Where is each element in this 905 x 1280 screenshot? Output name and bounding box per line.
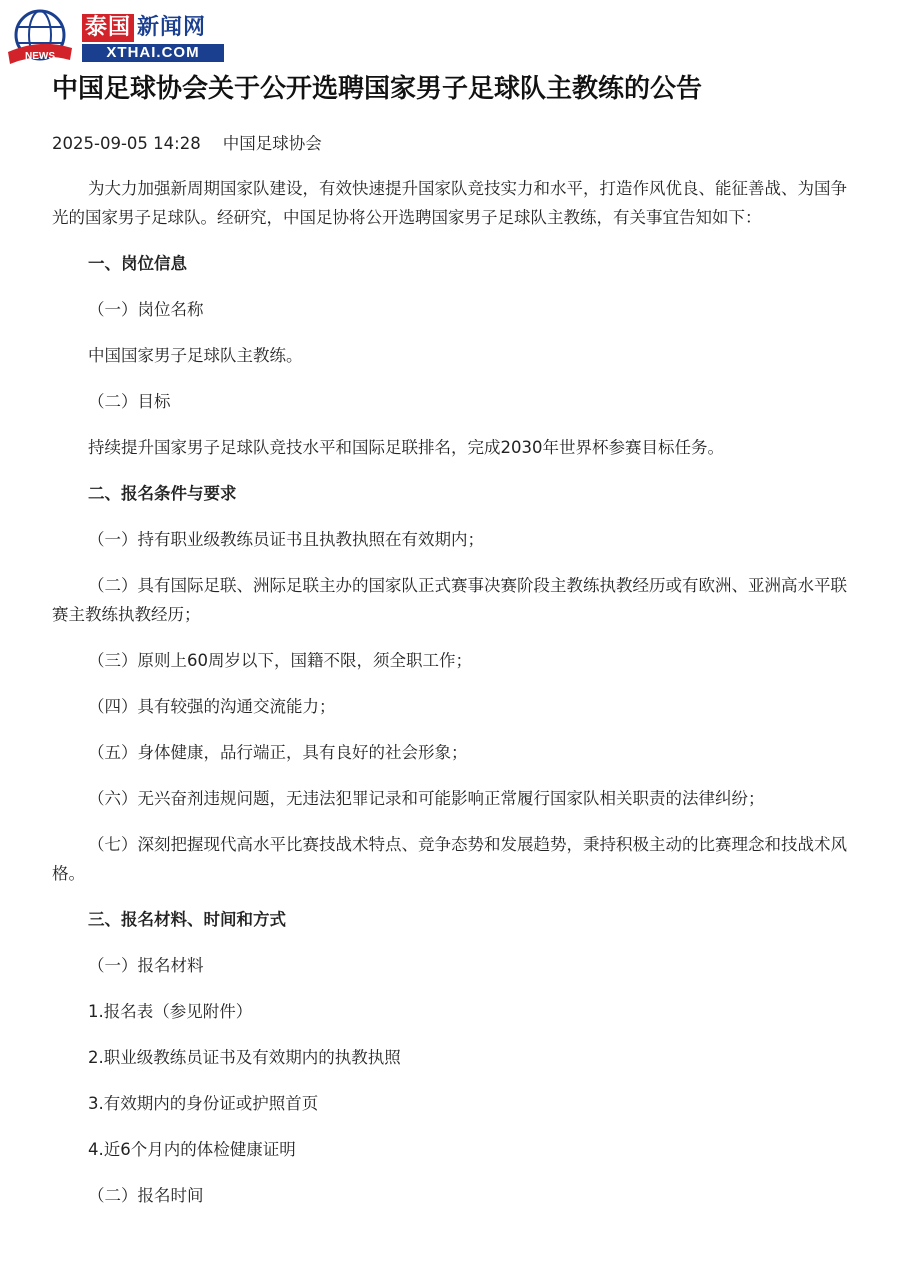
list-item: 1.报名表（参见附件） [88,1002,253,1021]
subsection-heading: （一）报名材料 [88,956,204,975]
article-source: 中国足球协会 [222,134,322,153]
logo-badge-text: NEWS [25,51,55,62]
list-item: （二）具有国际足联、洲际足联主办的国家队正式赛事决赛阶段主教练执教经历或有欧洲、亚洲高水平联赛主教练执教经历； [52,576,847,624]
site-logo[interactable] [6,6,226,68]
brand-url: XTHAI.COM [82,44,224,62]
list-item: （一）持有职业级教练员证书且执教执照在有效期内； [88,530,484,549]
article-meta [52,131,322,157]
subsection-heading: （二）目标 [88,392,171,411]
section-heading: 一、岗位信息 [88,254,187,273]
list-item: 4.近6个月内的体检健康证明 [88,1140,296,1159]
intro-paragraph: 为大力加强新周期国家队建设，有效快速提升国家队竞技实力和水平，打造作风优良、能征善战、为国争光的国家男子足球队。经研究，中国足协将公开选聘国家男子足球队主教练，有关事宜告知如下： [52,179,847,227]
globe-news-icon [6,8,74,66]
list-item: （四）具有较强的沟通交流能力； [88,697,336,716]
list-item: （七）深刻把握现代高水平比赛技战术特点、竞争态势和发展趋势，秉持积极主动的比赛理念和技战术风格。 [52,835,847,883]
paragraph: 持续提升国家男子足球队竞技水平和国际足联排名，完成2030年世界杯参赛目标任务。 [88,438,724,457]
article-body [52,174,852,1210]
subsection-heading: （一）岗位名称 [88,300,204,319]
brand-name [82,14,206,42]
publish-datetime: 2025-09-05 14:28 [52,134,201,153]
list-item: 2.职业级教练员证书及有效期内的执教执照 [88,1048,401,1067]
section-heading: 三、报名材料、时间和方式 [88,910,286,929]
section-heading: 二、报名条件与要求 [88,484,237,503]
brand-name-red: 泰国 [82,14,134,42]
brand-name-blue: 新闻网 [137,15,207,40]
list-item: （六）无兴奋剂违规问题，无违法犯罪记录和可能影响正常履行国家队相关职责的法律纠纷； [88,789,765,808]
list-item: （五）身体健康，品行端正，具有良好的社会形象； [88,743,468,762]
paragraph: 中国国家男子足球队主教练。 [88,346,303,365]
list-item: （三）原则上60周岁以下，国籍不限，须全职工作； [88,651,472,670]
article-title: 中国足球协会关于公开选聘国家男子足球队主教练的公告 [52,74,703,104]
subsection-heading: （二）报名时间 [88,1186,204,1205]
list-item: 3.有效期内的身份证或护照首页 [88,1094,319,1113]
